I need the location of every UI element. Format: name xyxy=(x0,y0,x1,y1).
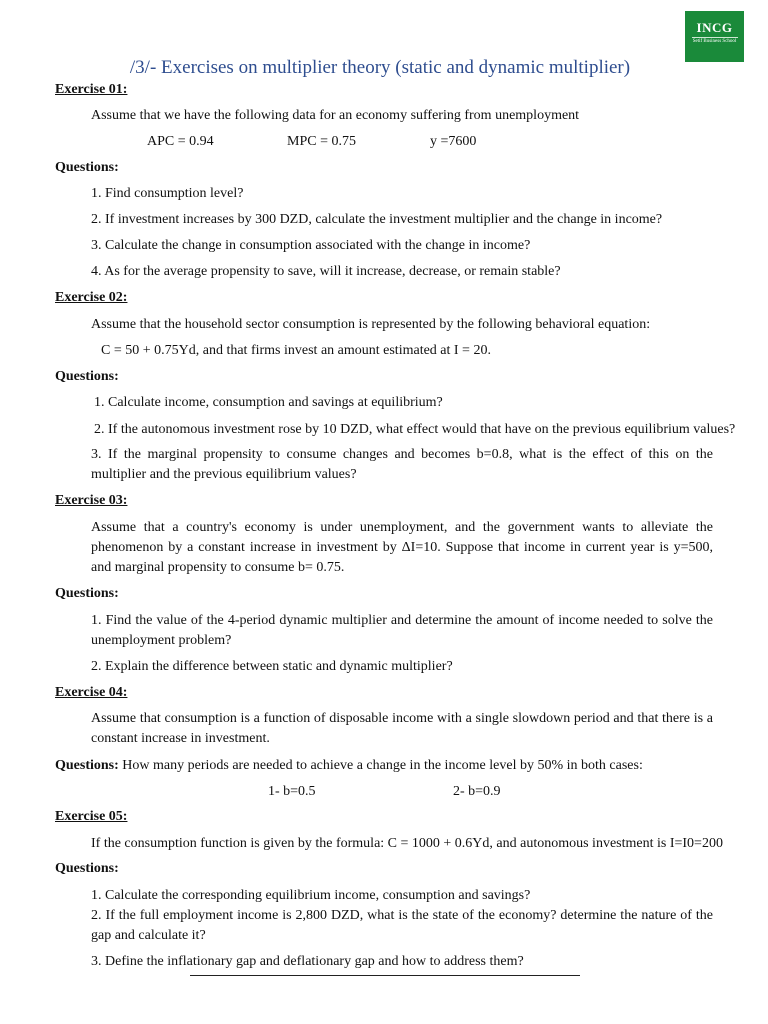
incg-logo xyxy=(685,11,744,62)
page-title: /3/- Exercises on multiplier theory (static and dynamic multiplier) xyxy=(129,57,631,78)
exercise-02-intro: Assume that the household sector consumption is represented by the following behavioral equation: xyxy=(91,317,651,332)
exercise-04-intro: Assume that consumption is a function of disposable income with a single slowdown period and that there is a constant increase in investment. xyxy=(91,711,713,746)
exercise-01-question-2: 2. If investment increases by 300 DZD, calculate the investment multiplier and the change in income? xyxy=(91,212,663,227)
exercise-05-intro: If the consumption function is given by the formula: C = 1000 + 0.6Yd, and autonomous investment is I=I0=200 xyxy=(91,836,723,851)
exercise-04-heading: Exercise 04: xyxy=(55,685,128,700)
exercise-01-questions-label: Questions: xyxy=(55,160,119,175)
exercise-03-intro: Assume that a country's economy is under unemployment, and the government wants to alleviate the phenomenon by a constant increase in investment by ΔI=10. Suppose that income in current year is y=500, and marginal propensity to consume b= 0.75. xyxy=(91,520,713,575)
exercise-02-question-1: 1. Calculate income, consumption and savings at equilibrium? xyxy=(94,395,443,410)
exercise-05-question-2: 2. If the full employment income is 2,800 DZD, what is the state of the economy? determine the nature of the gap and calculate it? xyxy=(91,908,713,943)
exercise-01-intro: Assume that we have the following data for an economy suffering from unemployment xyxy=(91,108,580,123)
exercise-02-heading: Exercise 02: xyxy=(55,290,128,305)
exercise-05-heading: Exercise 05: xyxy=(55,809,128,824)
exercise-04-case-1: 1- b=0.5 xyxy=(268,784,316,799)
exercise-04-question xyxy=(55,756,643,776)
exercise-05-questions-label: Questions: xyxy=(55,861,119,876)
exercise-01-mpc: MPC = 0.75 xyxy=(287,134,356,149)
exercise-03-question-1: 1. Find the value of the 4-period dynamic multiplier and determine the amount of income needed to solve the unemployment problem? xyxy=(91,613,713,648)
closing-rule xyxy=(190,975,580,976)
exercise-01-question-1: 1. Find consumption level? xyxy=(91,186,244,201)
exercise-01-apc: APC = 0.94 xyxy=(147,134,214,149)
exercise-05-question-1: 1. Calculate the corresponding equilibrium income, consumption and savings? xyxy=(91,888,531,903)
exercise-02-question-2: 2. If the autonomous investment rose by 10 DZD, what effect would that have on the previous equilibrium values? xyxy=(94,422,736,437)
exercise-03-heading: Exercise 03: xyxy=(55,493,128,508)
exercise-02-question-3: 3. If the marginal propensity to consume changes and becomes b=0.8, what is the effect of this on the multiplier and the previous equilibrium values? xyxy=(91,447,713,482)
exercise-04-question-text: How many periods are needed to achieve a change in the income level by 50% in both cases: xyxy=(118,758,643,773)
exercise-01-question-3: 3. Calculate the change in consumption associated with the change in income? xyxy=(91,238,531,253)
exercise-02-questions-label: Questions: xyxy=(55,369,119,384)
exercise-04-questions-label: Questions: xyxy=(55,758,119,773)
exercise-03-questions-label: Questions: xyxy=(55,586,119,601)
exercise-05-question-3: 3. Define the inflationary gap and deflationary gap and how to address them? xyxy=(91,954,524,969)
logo-divider xyxy=(692,37,738,38)
exercise-04-case-2: 2- b=0.9 xyxy=(453,784,501,799)
exercise-01-income: y =7600 xyxy=(430,134,477,149)
exercise-01-heading: Exercise 01: xyxy=(55,82,128,97)
logo-brand: INCG xyxy=(696,20,733,35)
exercise-02-equation: C = 50 + 0.75Yd, and that firms invest an amount estimated at I = 20. xyxy=(101,343,491,358)
logo-subtitle: Setif Business School xyxy=(692,39,737,44)
exercise-03-question-2: 2. Explain the difference between static and dynamic multiplier? xyxy=(91,659,453,674)
exercise-01-question-4: 4. As for the average propensity to save, will it increase, decrease, or remain stable? xyxy=(91,264,561,279)
